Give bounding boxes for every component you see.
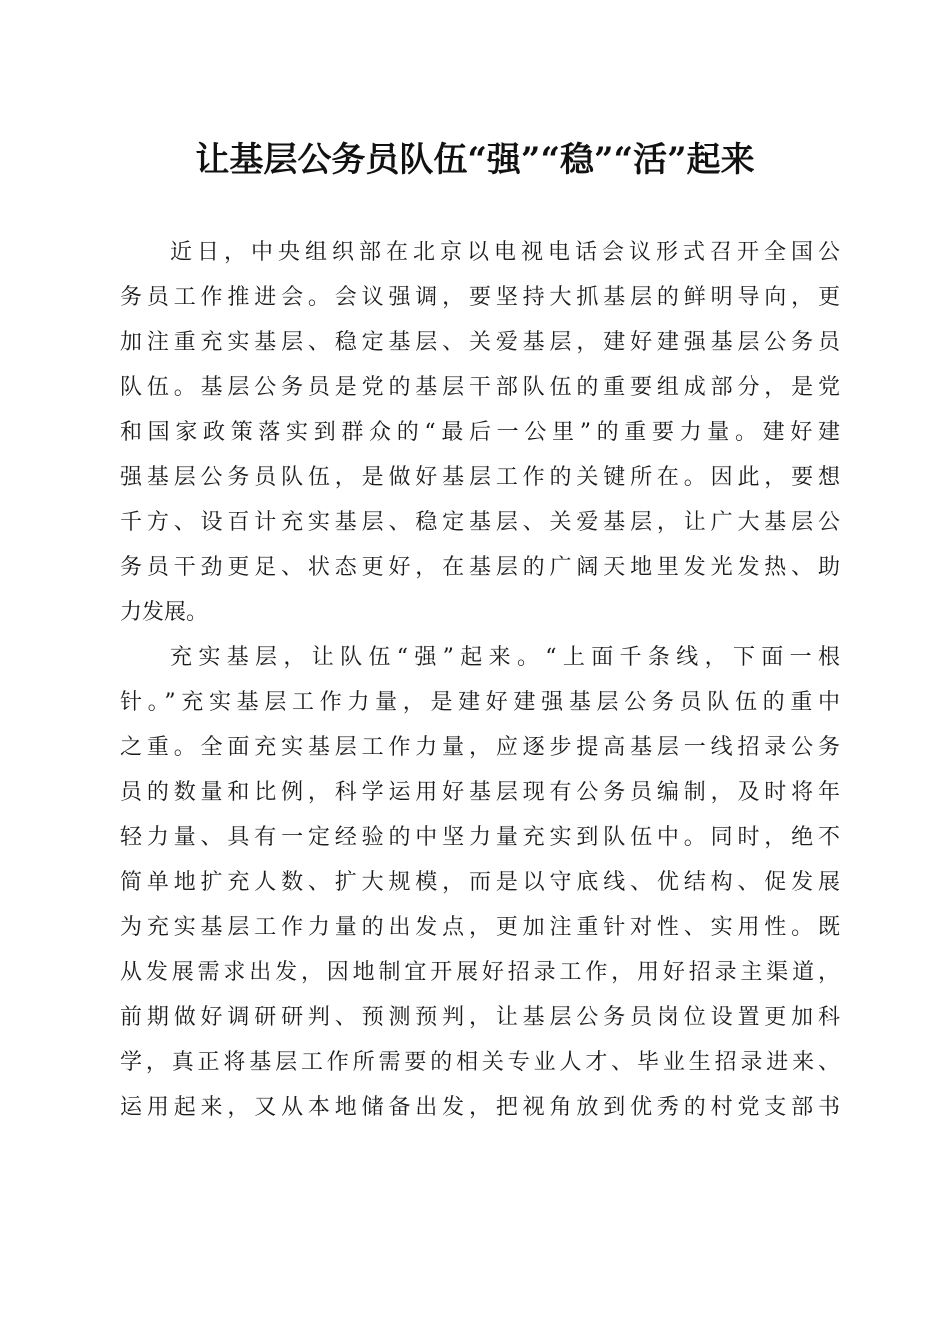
text-line: 充实基层，让队伍“强”起来。“上面千条线，下面一根 bbox=[170, 645, 840, 670]
text-line: 前期做好调研研判、预测预判，让基层公务员岗位设置更加科 bbox=[120, 1005, 840, 1030]
document-body bbox=[120, 230, 840, 1130]
text-line: 和国家政策落实到群众的“最后一公里”的重要力量。建好建 bbox=[120, 420, 840, 445]
text-line: 为充实基层工作力量的出发点，更加注重针对性、实用性。既 bbox=[120, 915, 840, 940]
text-line: 之重。全面充实基层工作力量，应逐步提高基层一线招录公务 bbox=[120, 735, 840, 760]
text-line: 简单地扩充人数、扩大规模，而是以守底线、优结构、促发展 bbox=[120, 870, 840, 895]
text-line: 轻力量、具有一定经验的中坚力量充实到队伍中。同时，绝不 bbox=[120, 825, 840, 850]
text-line: 从发展需求出发，因地制宜开展好招录工作，用好招录主渠道， bbox=[120, 960, 840, 985]
text-line: 近日，中央组织部在北京以电视电话会议形式召开全国公 bbox=[170, 240, 840, 265]
text-line: 千方、设百计充实基层、稳定基层、关爱基层，让广大基层公 bbox=[120, 510, 840, 535]
text-line: 力发展。 bbox=[120, 600, 209, 625]
text-line: 务员工作推进会。会议强调，要坚持大抓基层的鲜明导向，更 bbox=[120, 285, 840, 310]
text-line: 强基层公务员队伍，是做好基层工作的关键所在。因此，要想 bbox=[120, 465, 840, 490]
text-line: 针。”充实基层工作力量，是建好建强基层公务员队伍的重中 bbox=[120, 690, 840, 715]
text-line: 务员干劲更足、状态更好，在基层的广阔天地里发光发热、助 bbox=[120, 555, 840, 580]
text-line: 运用起来，又从本地储备出发，把视角放到优秀的村党支部书 bbox=[120, 1095, 840, 1120]
document-title: 让基层公务员队伍“强”“稳”“活”起来 bbox=[195, 140, 755, 180]
text-line: 学，真正将基层工作所需要的相关专业人才、毕业生招录进来、 bbox=[120, 1050, 840, 1075]
text-line: 加注重充实基层、稳定基层、关爱基层，建好建强基层公务员 bbox=[120, 330, 840, 355]
text-line: 员的数量和比例，科学运用好基层现有公务员编制，及时将年 bbox=[120, 780, 840, 805]
text-line: 队伍。基层公务员是党的基层干部队伍的重要组成部分，是党 bbox=[120, 375, 840, 400]
